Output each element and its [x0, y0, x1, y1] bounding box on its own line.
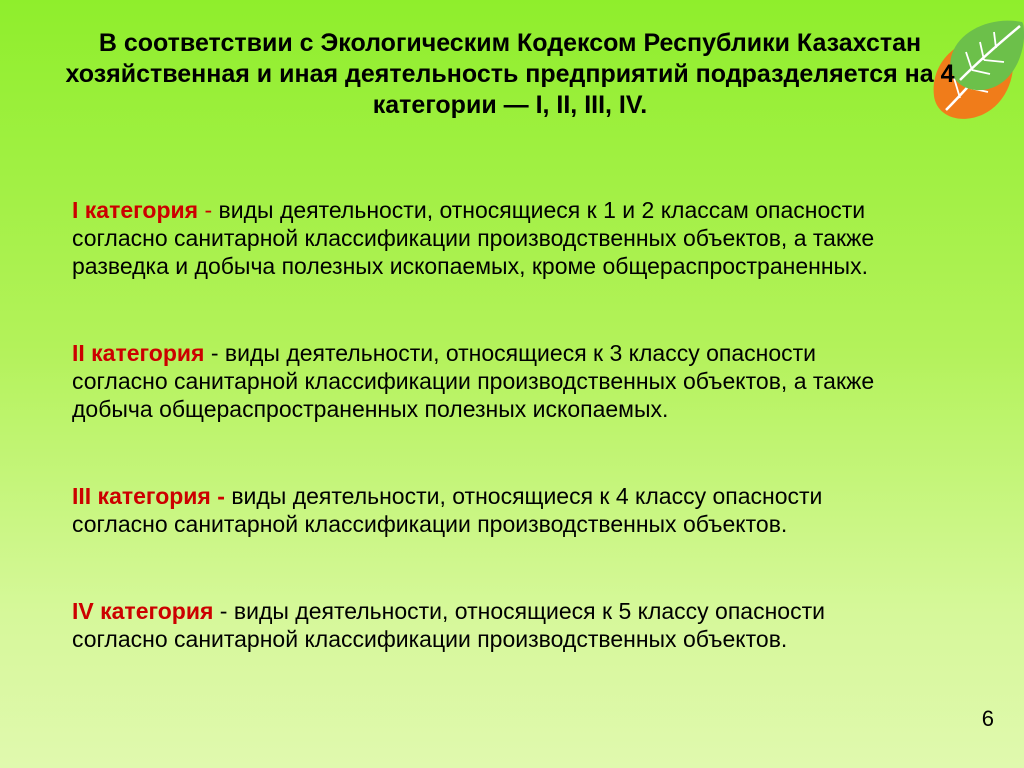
page-number: 6 — [981, 706, 994, 731]
category-2-dash: - — [204, 340, 225, 366]
category-1-text: виды деятельности, относящиеся к 1 и 2 классам опасности согласно санитарной классификации производственных объектов, а также разведка и добыча полезных ископаемых, кроме общераспространенных. — [72, 197, 875, 279]
category-1-dash: - — [198, 197, 219, 223]
category-4-label: IV категория — [72, 598, 214, 624]
category-4-dash: - — [213, 598, 234, 624]
category-2-text: виды деятельности, относящиеся к 3 классу опасности согласно санитарной классификации производственных объектов, а также добыча общераспространенных полезных ископаемых. — [72, 340, 875, 422]
category-1-label: I категория — [72, 197, 199, 223]
category-3-text: виды деятельности, относящиеся к 4 классу опасности согласно санитарной классификации производственных объектов. — [72, 483, 823, 537]
category-3-paragraph — [72, 482, 892, 538]
category-2-paragraph — [72, 339, 892, 423]
slide-title: В соответствии с Экологическим Кодексом Республики Казахстан хозяйственная и иная деятельность предприятий подразделяется на 4 категории — I, II, III, IV. — [65, 29, 955, 119]
category-2-label: II категория — [72, 340, 205, 366]
category-3-dash: - — [210, 483, 232, 509]
category-1-paragraph — [72, 196, 892, 280]
categories-list — [72, 196, 892, 712]
category-3-label: III категория — [72, 483, 211, 509]
category-4-paragraph — [72, 597, 892, 653]
category-4-text: виды деятельности, относящиеся к 5 классу опасности согласно санитарной классификации производственных объектов. — [72, 598, 825, 652]
